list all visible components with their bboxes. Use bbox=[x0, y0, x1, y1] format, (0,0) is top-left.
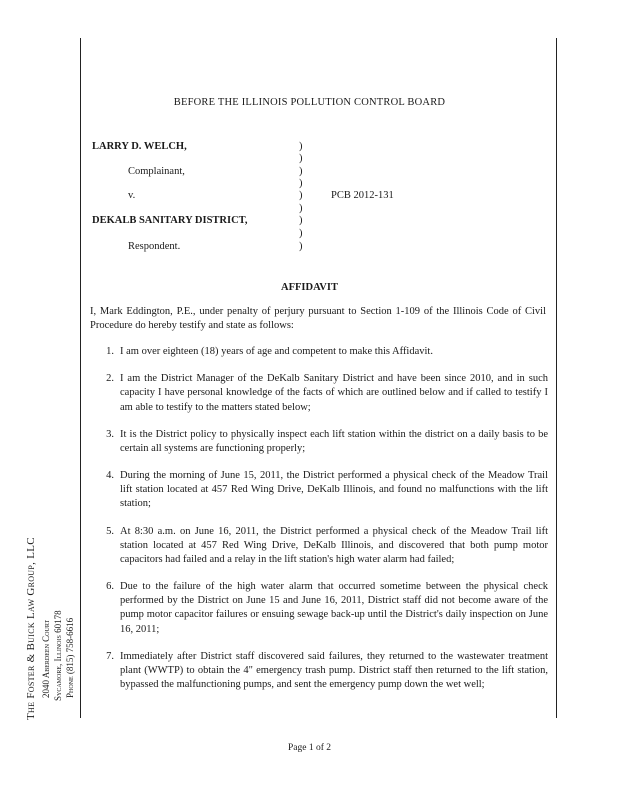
court-heading: BEFORE THE ILLINOIS POLLUTION CONTROL BOARD bbox=[173, 97, 446, 108]
versus-label: v. bbox=[128, 190, 136, 201]
item-number: 6. bbox=[106, 581, 114, 593]
affidavit-item bbox=[90, 372, 548, 415]
item-number: 1. bbox=[106, 346, 114, 357]
firm-address: 2040 Aberdeen Court bbox=[41, 619, 51, 698]
affidavit-item bbox=[90, 580, 548, 637]
affidavit-title: AFFIDAVIT bbox=[281, 282, 338, 293]
item-text: During the morning of June 15, 2011, the District performed a physical check of the Meadow Trail lift station located at 457 Red Wing Drive, DeKalb Illinois, and found no malfunctions with the lift station; bbox=[120, 470, 548, 510]
firm-phone: Phone (815) 758-6616 bbox=[65, 617, 75, 698]
caption-paren: ) bbox=[299, 141, 303, 152]
respondent-name: DEKALB SANITARY DISTRICT, bbox=[92, 215, 248, 226]
caption-paren: ) bbox=[299, 241, 303, 252]
respondent-role: Respondent. bbox=[128, 241, 181, 252]
affidavit-item bbox=[90, 469, 548, 512]
item-number: 2. bbox=[106, 373, 114, 385]
item-number: 4. bbox=[106, 470, 114, 482]
right-margin-rule bbox=[556, 38, 557, 718]
law-firm-sidebar bbox=[20, 530, 82, 720]
caption-paren: ) bbox=[299, 215, 303, 226]
caption-paren: ) bbox=[299, 190, 303, 201]
caption-paren: ) bbox=[299, 153, 303, 164]
caption-paren: ) bbox=[299, 203, 303, 214]
item-text: Immediately after District staff discovered said failures, they returned to the wastewater treatment plant (WWTP) to obtain the 4" emergency trash pump. District staff then returned to the lift station, bypassed the malfunctioning pumps, and sent the emergency pump down the wet well; bbox=[120, 650, 548, 691]
firm-city: Sycamore, Illinois 60178 bbox=[53, 610, 63, 701]
case-number: PCB 2012-131 bbox=[331, 190, 394, 201]
item-number: 3. bbox=[106, 428, 114, 440]
item-number: 7. bbox=[106, 650, 114, 662]
item-text: I am the District Manager of the DeKalb Sanitary District and have been since 2010, and in such capacity I have personal knowledge of the facts of which are outlined below and if called to testify I am able to testify to the matters stated below; bbox=[120, 373, 548, 413]
firm-name: The Foster & Buick Law Group, LLC bbox=[25, 537, 37, 720]
page-number: Page 1 of 2 bbox=[287, 743, 331, 753]
item-text: I am over eighteen (18) years of age and competent to make this Affidavit. bbox=[120, 346, 433, 357]
affidavit-item bbox=[90, 525, 548, 568]
caption-paren: ) bbox=[299, 228, 303, 239]
affidavit-item bbox=[90, 650, 548, 693]
affidavit-intro: I, Mark Eddington, P.E., under penalty of perjury pursuant to Section 1-109 of the Illinois Code of Civil Procedure do hereby testify and state as follows: bbox=[90, 306, 546, 332]
item-number: 5. bbox=[106, 525, 114, 537]
caption-paren: ) bbox=[299, 178, 303, 189]
item-text: It is the District policy to physically inspect each lift station within the district on a daily basis to be certain all systems are functioning properly; bbox=[120, 428, 548, 454]
caption-paren: ) bbox=[299, 166, 303, 177]
affidavit-item bbox=[90, 428, 548, 456]
affidavit-items bbox=[90, 345, 548, 705]
affidavit-item bbox=[90, 345, 548, 359]
item-text: At 8:30 a.m. on June 16, 2011, the District performed a physical check of the Meadow Trail lift station located at 457 Red Wing Drive, DeKalb Illinois, and discovered that both pump motor capacitors had failed and a relay in the lift station's high water alarm had failed; bbox=[120, 525, 548, 565]
item-text: Due to the failure of the high water alarm that occurred sometime between the physical check performed by the District on June 15 and June 16, 2011, District staff did not become aware of the pump motor capacitor failures or ensuing sewage back-up until the District's daily inspection on June 16, 2011; bbox=[120, 581, 548, 635]
complainant-role: Complainant, bbox=[128, 166, 185, 177]
complainant-name: LARRY D. WELCH, bbox=[92, 141, 187, 152]
